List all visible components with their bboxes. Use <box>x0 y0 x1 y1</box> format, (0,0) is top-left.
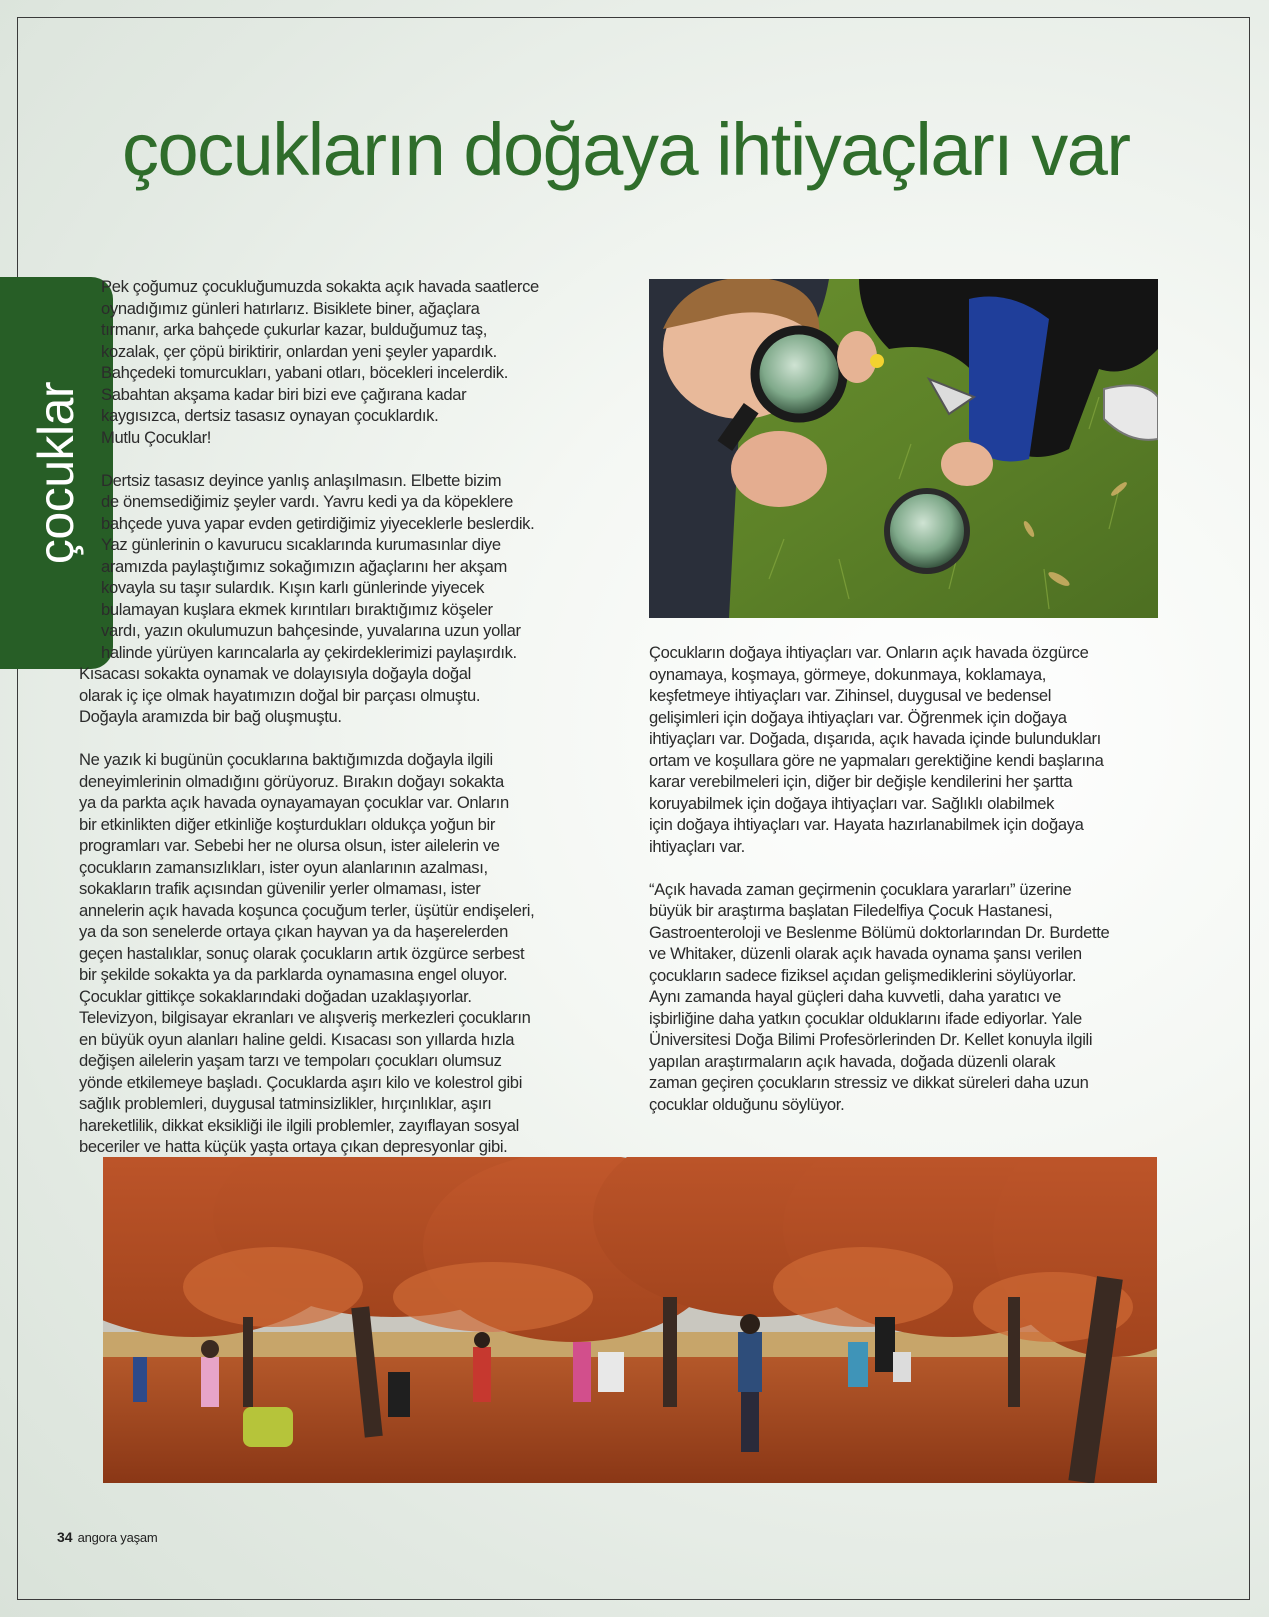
paragraph-summary: Kısacası sokakta oynamak ve dolayısıyla doğayla doğal olarak iç içe olmak hayatımızın doğal bir parçası olmuştu. Doğayla aramızda bir bağ oluşmuştu. <box>79 664 481 726</box>
paragraph-needs: Çocukların doğaya ihtiyaçları var. Onların açık havada özgürce oynamaya, koşmaya, görmeye, dokunmaya, koklamaya, keşfetmeye ihtiyaçları var. Zihinsel, duygusal ve bedensel gelişimleri için doğaya ihtiyaçları var. Öğrenmek için doğaya ihtiyaçları var. Doğada, dışarıda, açık havada içinde bulundukları ortam ve koşullara göre ne yapmaları gerektiğine kendi başlarına karar verebilmeleri için, diğer bir değişle kendilerini her şartta koruyabilmek için doğaya ihtiyaçları var. Sağlıklı olabilmek için doğaya ihtiyaçları var. Hayata hazırlanabilmek için doğaya ihtiyaçları var. <box>649 643 1104 856</box>
left-column <box>79 276 613 1179</box>
right-column <box>649 642 1161 1137</box>
paragraph-intro: Pek çoğumuz çocukluğumuzda sokakta açık havada saatlerce oynadığımız günleri hatırlarız. Bisiklete biner, ağaçlara tırmanır, arka bahçede çukurlar kazar, bulduğumuz taş, kozalak, çer çöpü biriktirir, onlardan yeni şeyler yapardık. Bahçedeki tomurcukları, yabani otları, böcekleri incelerdik. Sabahtan akşama kadar biri bizi eve çağırana kadar kaygısızca, dertsiz tasasız oynayan çocuklardık. Mutlu Çocuklar! <box>101 277 539 447</box>
paragraph-research: “Açık havada zaman geçirmenin çocuklara yararları” üzerine büyük bir araştırma başlatan Filedelfiya Çocuk Hastanesi, Gastroenteroloji ve Beslenme Bölümü doktorlarından Dr. Burdette ve Whitaker, düzenli olarak açık havada oynama şansı verilen çocukların sadece fiziksel açıdan gelişmediklerini söylüyorlar. Aynı zamanda hayal güçleri daha kuvvetli, daha yaratıcı ve işbirliğine daha yatkın çocuklar olduklarını ifade ediyorlar. Yale Üniversitesi Doğa Bilimi Profesörlerinden Dr. Kellet konuyla ilgili yapılan araştırmaların açık havada, doğada düzenli olarak zaman geçiren çocukların stressiz ve dikkat süreleri daha uzun çocuklar olduğunu söylüyor. <box>649 879 1110 1114</box>
paragraph-today: Ne yazık ki bugünün çocuklarına baktığımızda doğayla ilgili deneyimlerinin olmadığını görüyoruz. Bırakın doğayı sokakta ya da parkta açık havada oynayamayan çocuklar var. Onların bir etkinlikten diğer etkinliğe koşturdukları oldukça yoğun bir programları var. Sebebi her ne olursa olsun, ister ailelerin ve çocukların zamansızlıkları, ister oyun alanlarının azalması, sokakların trafik açısından güvenilir yerler olmaması, ister annelerin açık havada koşunca çocuğum terler, üşütür endişeleri, ya da son senelerde ortaya çıkan hayvan ya da haşerelerden geçen hastalıklar, sonuç olarak çocukların artık özgürce serbest bir şekilde sokakta ya da parklarda oynamasına engel oluyor. Çocuklar gittikçe sokaklarındaki doğadan uzaklaşıyorlar. Televizyon, bilgisayar ekranları ve alışveriş merkezleri çocukların en büyük oyun alanları haline geldi. Kısacası son yıllarda hızla değişen ailelerin yaşam tarzı ve tempoları çocukları olumsuz yönde etkilemeye başladı. Çocuklarda aşırı kilo ve kolestrol gibi sağlık problemleri, duygusal tatminsizlikler, hırçınlıklar, aşırı hareketlilik, dikkat eksikliği ile ilgili problemler, zayıflayan sosyal beceriler ve hatta küçük yaşta ortaya çıkan depresyonlar gibi. <box>79 750 535 1156</box>
page-number: 34 <box>57 1529 73 1545</box>
section-label: çocuklar <box>28 381 84 565</box>
article-title: çocukların doğaya ihtiyaçları var <box>122 108 1130 191</box>
magazine-name: angora yaşam <box>77 1530 158 1545</box>
photo-children-autumn-orchard <box>103 1157 1157 1483</box>
photo-children-magnifying-glass <box>649 279 1158 618</box>
orchard-photo-illustration <box>103 1157 1157 1483</box>
page-footer <box>57 1529 158 1545</box>
magnifier-photo-illustration <box>649 279 1158 618</box>
paragraph-memories-text: Dertsiz tasasız deyince yanlış anlaşılmasın. Elbette bizim de önemsediğimiz şeyler vardı. Yavru kedi ya da köpeklere bahçede yuva yapar evden getirdiğimiz yiyeceklerle beslerdik. Yaz günlerinin o kavurucu sıcaklarında kurumasınlar diye aramızda paylaştığımız sokağımızın ağaçlarını her akşam kovayla su taşır sulardık. Kışın karlı günlerinde yiyecek bulamayan kuşlara ekmek kırıntıları bıraktığımız köşeler vardı, yazın okulumuzun bahçesinde, yuvalarına uzun yollar halinde yürüyen karıncalarla ay çekirdeklerimizi paylaşırdık. <box>101 470 535 662</box>
paragraph-memories <box>101 470 613 664</box>
